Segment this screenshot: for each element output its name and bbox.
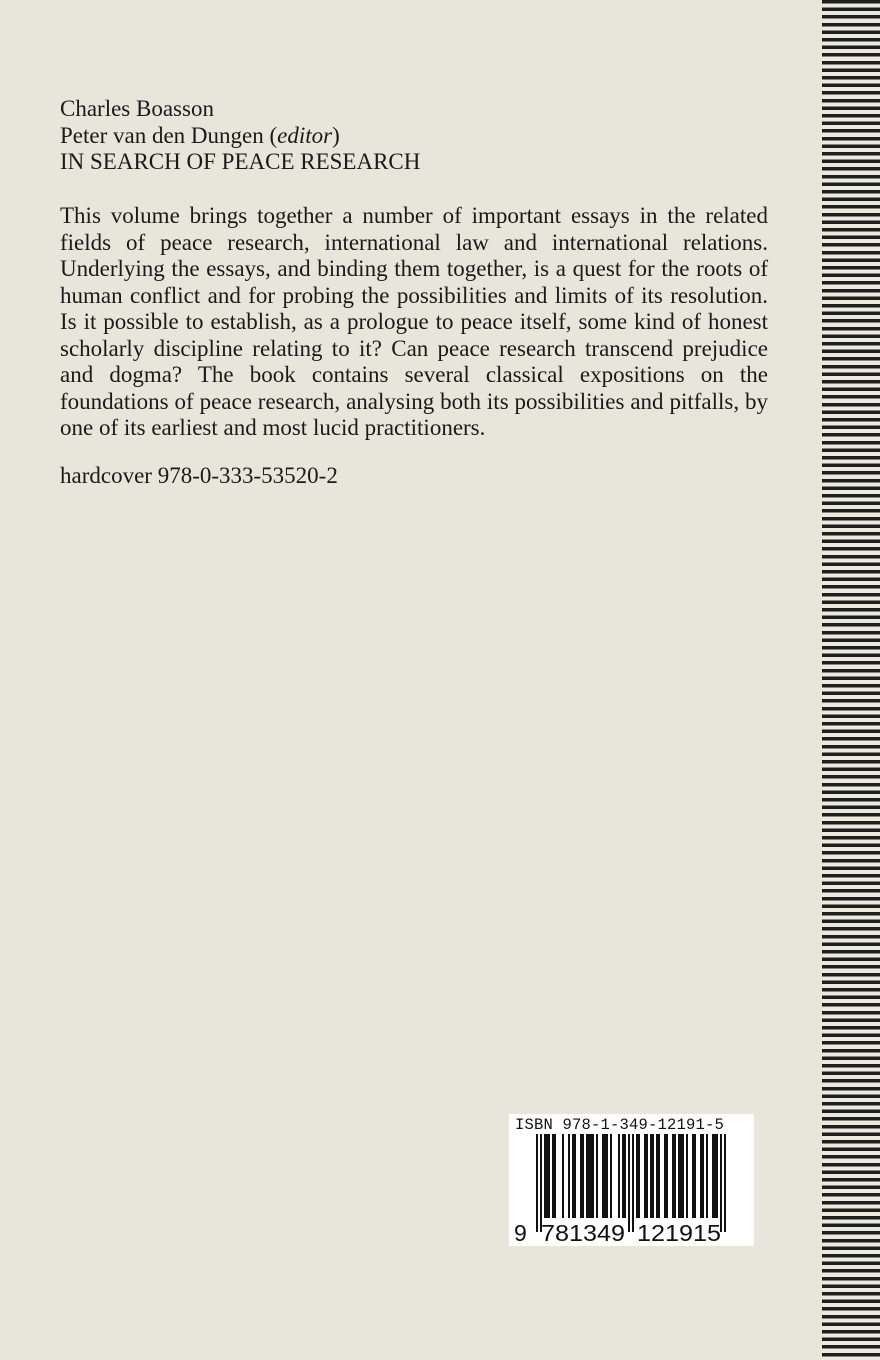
barcode-bar: [592, 1134, 594, 1218]
editor-line: [60, 123, 420, 150]
barcode-bar: [588, 1134, 590, 1218]
barcode-bar: [656, 1134, 658, 1218]
barcode-bar: [606, 1134, 608, 1218]
barcode-bar: [610, 1134, 612, 1218]
barcode-bar: [692, 1134, 694, 1218]
barcode-bar: [706, 1134, 708, 1218]
barcode-bars: [509, 1114, 754, 1246]
barcode-bar: [548, 1134, 550, 1218]
barcode-bar: [574, 1134, 576, 1218]
barcode-bar: [702, 1134, 704, 1218]
hardcover-isbn: hardcover 978-0-333-53520-2: [60, 463, 338, 488]
barcode-bar: [686, 1134, 688, 1218]
barcode-bar: [618, 1134, 620, 1218]
barcode-bar: [700, 1134, 702, 1218]
editor-close: ): [332, 122, 340, 148]
barcode: [509, 1114, 754, 1246]
barcode-bar: [544, 1134, 546, 1218]
barcode-first-digit: 9: [514, 1220, 527, 1246]
barcode-bar-group: [536, 1134, 726, 1232]
barcode-bar: [596, 1134, 598, 1218]
barcode-bar: [554, 1134, 556, 1218]
barcode-bar: [580, 1134, 582, 1218]
barcode-bar: [638, 1134, 640, 1218]
barcode-bar: [674, 1134, 676, 1218]
barcode-right-digits: 121915: [637, 1220, 721, 1246]
barcode-bar: [628, 1134, 630, 1232]
author-name: Charles Boasson: [60, 96, 214, 121]
barcode-bar: [714, 1134, 716, 1218]
barcode-bar: [644, 1134, 646, 1218]
barcode-bar: [672, 1134, 674, 1218]
barcode-bar: [536, 1134, 538, 1232]
barcode-bar: [664, 1134, 666, 1218]
barcode-bar: [568, 1134, 570, 1218]
book-title: IN SEARCH OF PEACE RESEARCH: [60, 149, 421, 174]
barcode-bar: [682, 1134, 684, 1218]
barcode-bar: [546, 1134, 548, 1218]
barcode-bar: [650, 1134, 652, 1218]
spine-stripes: [822, 0, 880, 1360]
isbn-label: ISBN 978-1-349-12191-5: [515, 1116, 725, 1134]
editor-name: Peter van den Dungen (: [60, 122, 278, 148]
barcode-bar: [624, 1134, 626, 1218]
barcode-bar: [658, 1134, 660, 1218]
barcode-bar: [604, 1134, 606, 1218]
barcode-bar: [586, 1134, 588, 1218]
barcode-left-digits: 781349: [541, 1220, 625, 1246]
barcode-bar: [666, 1134, 668, 1218]
barcode-bar: [582, 1134, 584, 1218]
barcode-bar: [678, 1134, 680, 1218]
book-description: This volume brings together a number of important essays in the related fields of peace research, international law and international relations. Underlying the essays, and binding them together, is a quest for the roots of human conflict and for probing the possibilities and limits of its resolution. Is it possible to establish, as a prologue to peace itself, some kind of honest scholarly discipline relating to it? Can peace research transcend prejudice and dogma? The book contains several classical expositions on the foundations of peace research, analysing both its possibilities and pitfalls, by one of its earliest and most lucid practitioners.: [60, 203, 768, 440]
barcode-bar: [724, 1134, 726, 1232]
barcode-bar: [636, 1134, 638, 1218]
barcode-bar: [694, 1134, 696, 1218]
barcode-bar: [562, 1134, 564, 1218]
barcode-bar: [622, 1134, 624, 1218]
barcode-bar: [652, 1134, 654, 1218]
editor-role: editor: [277, 122, 333, 148]
barcode-bar: [720, 1134, 722, 1232]
barcode-bar: [590, 1134, 592, 1218]
barcode-bar: [712, 1134, 714, 1218]
barcode-bar: [646, 1134, 648, 1218]
barcode-bar: [552, 1134, 554, 1218]
barcode-bar: [632, 1134, 634, 1232]
barcode-bar: [602, 1134, 604, 1218]
barcode-bar: [572, 1134, 574, 1218]
barcode-bar: [540, 1134, 542, 1232]
barcode-bar: [716, 1134, 718, 1218]
book-header: [60, 96, 420, 176]
barcode-bar: [680, 1134, 682, 1218]
